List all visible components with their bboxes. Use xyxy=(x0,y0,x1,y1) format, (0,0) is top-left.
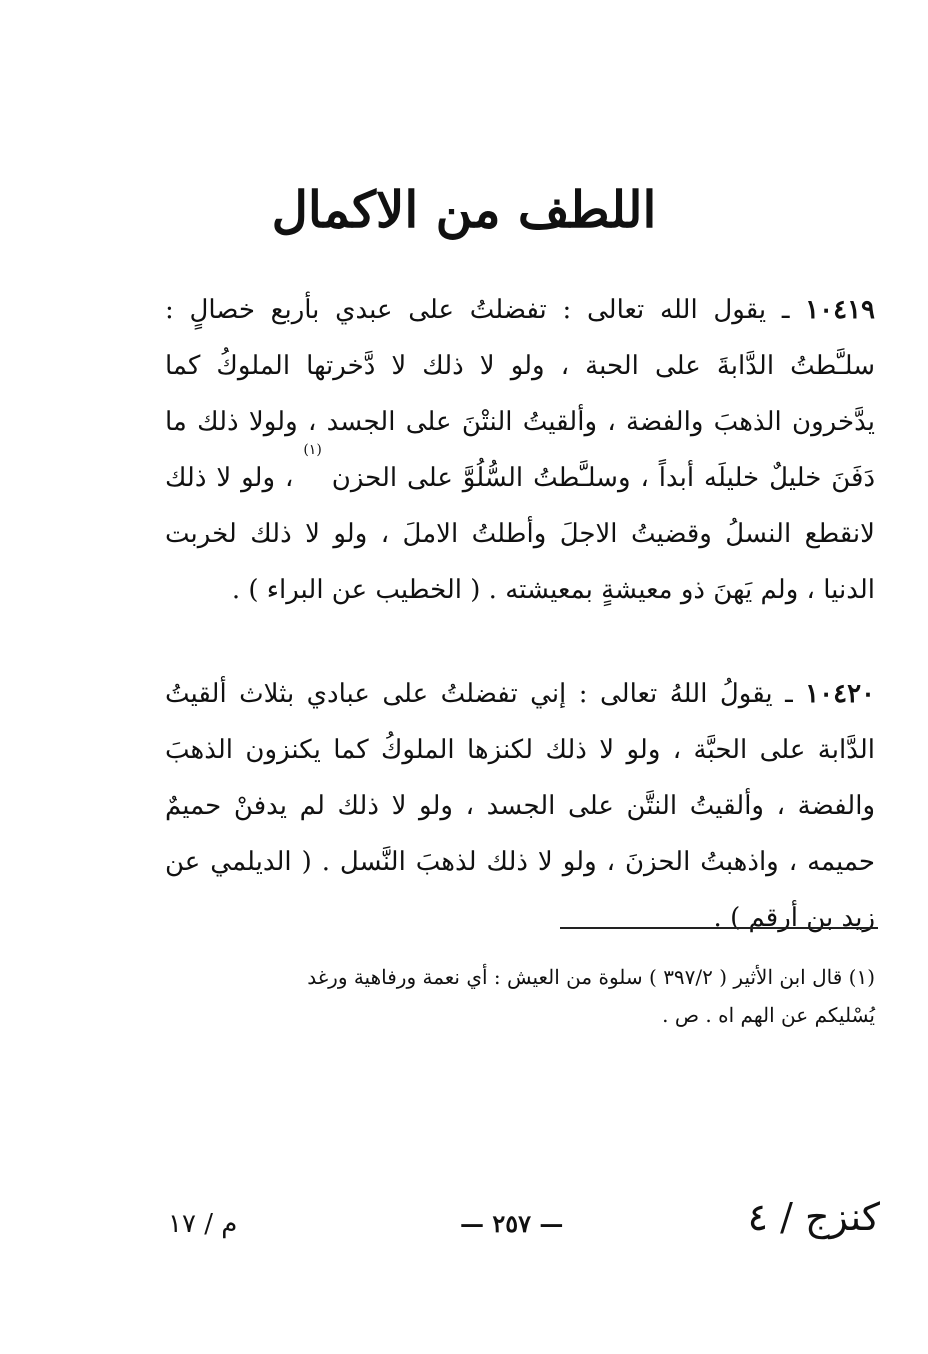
footnote-divider xyxy=(560,927,878,929)
page-number: — ٢٥٧ — xyxy=(460,1209,564,1238)
hadith-text: ١٠٤١٩ ـ يقول الله تعالى : تفضلتُ على عبدي بأربع خصالٍ : سلـَّطتُ الدَّابةَ على الحبة ، ولو لا ذلك لا دَّخرتها الملوكُ كما يدَّخرون الذهبَ والفضة ، وألقيتُ النتْنَ على الجسد ، ولولا ذلك ما دَفَنَ خليلٌ خليلَه أبداً ، وسلـَّطتُ السُّلُوَّ على الحزن $^{(١)}$ ، ولو لا ذلك لانقطع النسلُ وقضيتُ الاجلَ وأطلتُ الاملَ ، ولو لا ذلك لخربت الدنيا ، ولم يَهنَ ذو معيشةٍ بمعيشته . ( الخطيب عن البراء ) . xyxy=(165,295,876,605)
hadith-body-part1: يقول الله تعالى : تفضلتُ على عبدي بأربع خصالٍ : سلـَّطتُ الدَّابةَ على الحبة ، ولو لا ذلك لا دَّخرتها الملوكُ كما يدَّخرون الذهبَ والفضة ، وألقيتُ النتْنَ على الجسد ، ولولا ذلك ما دَفَنَ خليلٌ خليلَه أبداً ، وسلـَّطتُ السُّلُوَّ على الحزن xyxy=(165,295,876,493)
page-title: اللطف من الاكمال xyxy=(271,180,657,239)
footnote-line-2: يُسْليكم عن الهم اه . ص . xyxy=(662,1003,875,1027)
hadith-10420 xyxy=(165,666,875,946)
footer-volume-mark: كنزج / ٤ xyxy=(747,1195,880,1239)
hadith-body: يقولُ اللهُ تعالى : إني تفضلتُ على عبادي بثلاث ألقيتُ الدَّابة على الحبَّة ، ولو لا ذلك لكنزها الملوكُ كما يكنزون الذهبَ والفضة ، وألقيتُ النتَّن على الجسد ، ولو لا ذلك لم يدفنْ حميمٌ حميمه ، واذهبتُ الحزنَ ، ولو لا ذلك لذهبَ النَّسل . ( الديلمي عن زيد بن أرقم ) . xyxy=(165,679,875,933)
hadith-text: ١٠٤٢٠ ـ يقولُ اللهُ تعالى : إني تفضلتُ على عبادي بثلاث ألقيتُ الدَّابة على الحبَّة ، ولو لا ذلك لكنزها الملوكُ كما يكنزون الذهبَ والفضة ، وألقيتُ النتَّن على الجسد ، ولو لا ذلك لم يدفنْ حميمٌ حميمه ، واذهبتُ الحزنَ ، ولو لا ذلك لذهبَ النَّسل . ( الديلمي عن زيد بن أرقم ) . xyxy=(165,679,875,933)
footnote-line-1: (١) قال ابن الأثير ( ٣٩٧/٢ ) سلوة من العيش : أي نعمة ورفاهية ورغد xyxy=(307,965,875,989)
footnote-reference: (١) xyxy=(303,442,322,458)
hadith-number: ١٠٤١٩ xyxy=(805,295,875,325)
footer-signature-mark: م / ١٧ xyxy=(168,1209,238,1239)
page-footer xyxy=(140,1195,880,1255)
footnote xyxy=(165,958,875,1034)
hadith-10419 xyxy=(165,282,875,618)
hadith-number: ١٠٤٢٠ xyxy=(805,679,875,709)
hadith-body-part2: ، ولو لا ذلك لانقطع النسلُ وقضيتُ الاجلَ وأطلتُ الاملَ ، ولو لا ذلك لخربت الدنيا ، ولم يَهنَ ذو معيشةٍ بمعيشته . ( الخطيب عن البراء ) . xyxy=(165,463,875,605)
